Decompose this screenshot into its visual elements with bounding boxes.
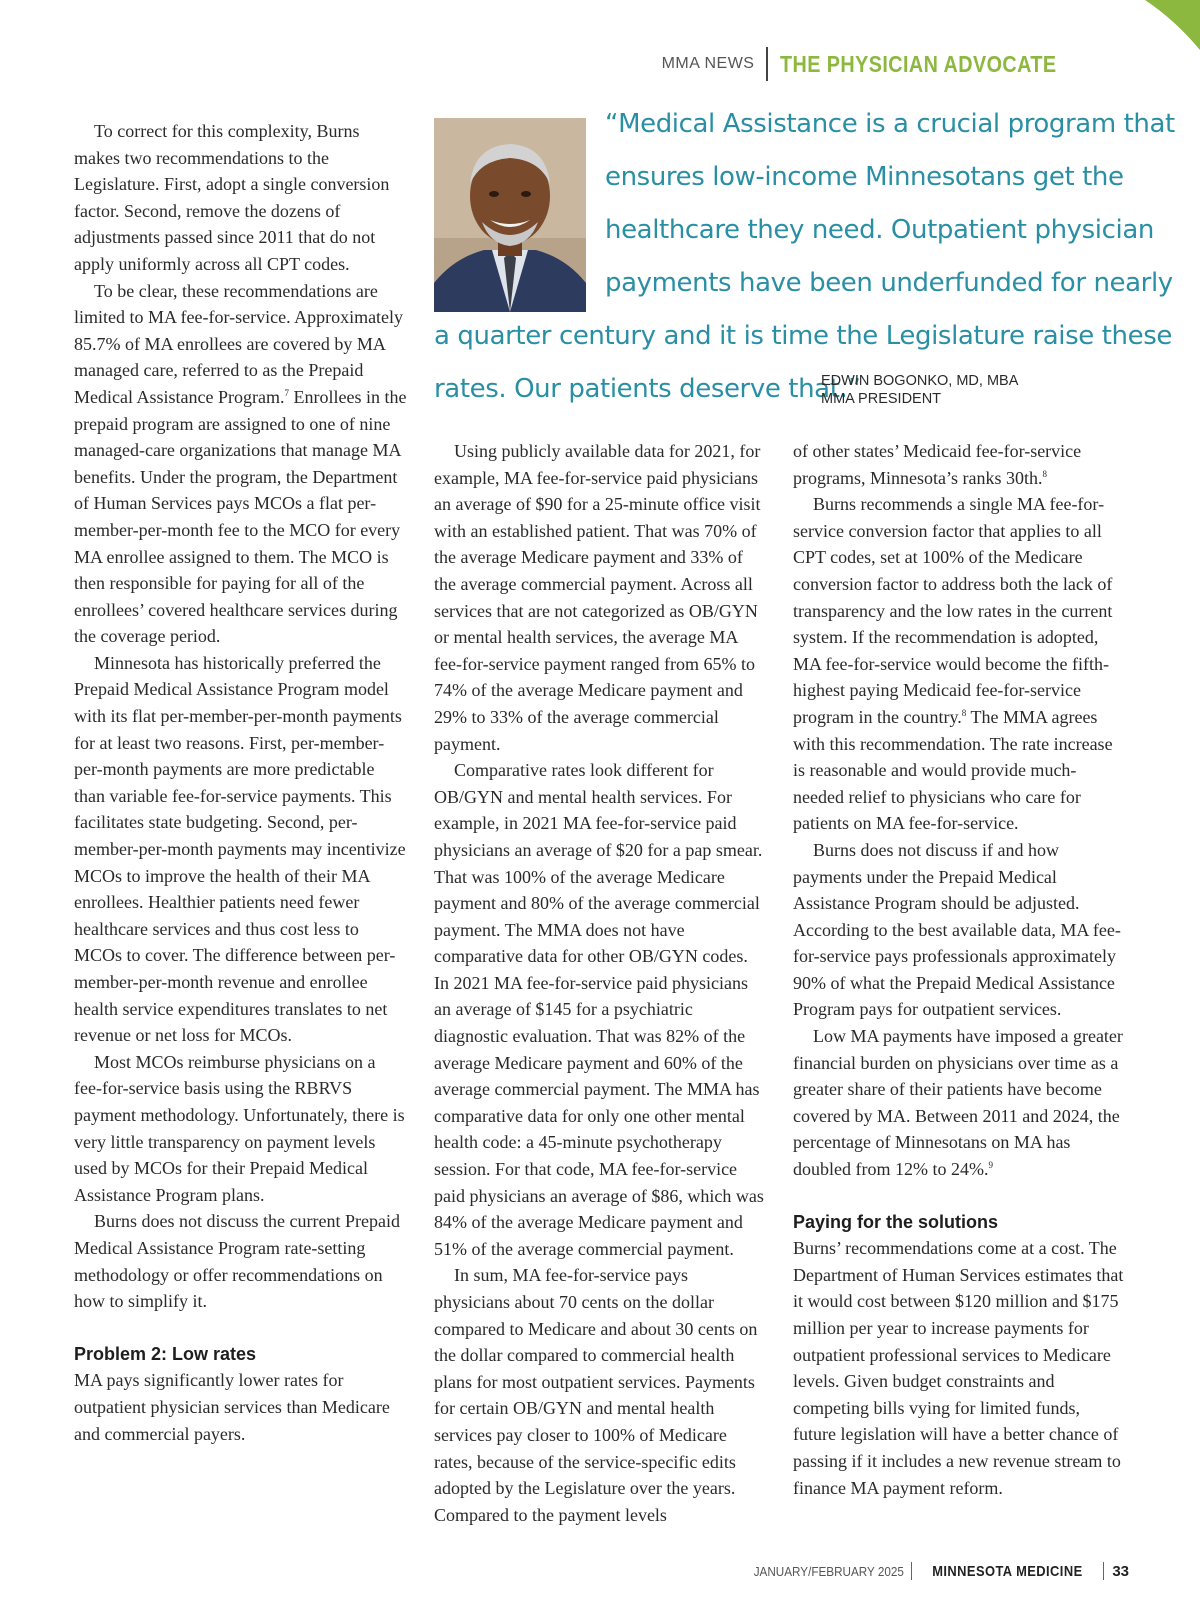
section-title: THE PHYSICIAN ADVOCATE xyxy=(780,50,1057,77)
page-header xyxy=(662,44,1102,84)
attribution-role: MMA PRESIDENT xyxy=(821,391,942,407)
paragraph: To correct for this complexity, Burns makes two recommendations to the Legislature. First, adopt a single conversion factor. Second, remove the dozens of adjustments passed since 2011 that do not apply uniformly across all CPT codes. xyxy=(74,121,390,274)
pull-quote-line: a quarter century and it is time the Legislature raise these xyxy=(434,321,1172,351)
column-3 xyxy=(793,438,1126,1501)
pull-quote-line: “Medical Assistance is a crucial program that xyxy=(605,109,1175,139)
footnote-ref: 8 xyxy=(1042,468,1047,479)
magazine-name: MINNESOTA MEDICINE xyxy=(932,1562,1084,1580)
column-1 xyxy=(74,118,407,1447)
paragraph: In sum, MA fee-for-service pays physicians about 70 cents on the dollar compared to Medicare and about 30 cents on the dollar compared to commercial health plans for most outpatient services. Payments for certain OB/GYN and mental health services pay closer to 100% of Medicare rates, because of the service-specific edits adopted by the Legislature over the years. Compared to the payment levels xyxy=(434,1265,758,1525)
author-photo xyxy=(434,118,586,312)
footer-divider xyxy=(911,1562,912,1580)
issue-date: JANUARY/FEBRUARY 2025 xyxy=(753,1563,904,1579)
pull-quote-line: payments have been underfunded for nearly xyxy=(605,268,1173,298)
paragraph: Using publicly available data for 2021, for example, MA fee-for-service paid physicians an average of $90 for a 25-minute office visit with an established patient. That was 70% of the average Medicare payment and 33% of the average commercial payment. Across all services that are not categorized as OB/GYN or mental health services, the average MA fee-for-service payment ranged from 65% to 74% of the average Medicare payment and 29% to 33% of the average commercial payment. xyxy=(434,441,761,754)
paragraph: Burns does not discuss if and how payments under the Prepaid Medical Assistance Program should be adjusted. According to the best available data, MA fee-for-service pays professionals approximately 90% of what the Prepaid Medical Assistance Program pays for outpatient services. xyxy=(793,839,1121,1020)
pull-quote-line: ensures low-income Minnesotans get the xyxy=(605,162,1124,192)
page-number: 33 xyxy=(1112,1562,1129,1580)
section-label: MMA NEWS xyxy=(661,55,755,72)
pull-quote-line: rates. Our patients deserve that.” xyxy=(434,374,861,404)
page-footer xyxy=(737,1556,1129,1586)
paragraph: To be clear, these recommendations are limited to MA fee-for-service. Approximately 85.7% of MA enrollees are covered by MA managed care, referred to as the Prepaid Medical Assistance Program.$^7$ Enrollees in the prepaid program are assigned to one of nine managed-care organizations that manage MA benefits. Under the program, the Department of Human Services pays MCOs a flat per-member-per-month fee to the MCO for every MA enrollee assigned to them. The MCO is then responsible for paying for all of the enrollees’ covered healthcare services during the coverage period. xyxy=(74,280,407,647)
column-2 xyxy=(434,438,767,1528)
paragraph: Most MCOs reimburse physicians on a fee-for-service basis using the RBRVS payment methodology. Unfortunately, there is very little transparency on payment levels used by MCOs for their Prepaid Medical Assistance Program plans. xyxy=(74,1051,405,1205)
footnote-ref: 9 xyxy=(988,1160,993,1171)
paragraph: Burns’ recommendations come at a cost. The Department of Human Services estimates that it would cost between $120 million and $175 million per year to increase payments for outpatient professional services to Medicare levels. Given budget constraints and competing bills vying for limited funds, future legislation will have a better chance of passing if it includes a new revenue stream to finance MA payment reform. xyxy=(793,1238,1124,1498)
paragraph: Burns does not discuss the current Prepaid Medical Assistance Program rate-setting methodology or offer recommendations on how to simplify it. xyxy=(74,1211,400,1312)
section-heading: Paying for the solutions xyxy=(793,1211,999,1232)
attribution-name: EDWIN BOGONKO, MD, MBA xyxy=(821,373,1019,389)
section-heading: Problem 2: Low rates xyxy=(74,1343,257,1364)
paragraph: Low MA payments have imposed a greater financial burden on physicians over time as a greater share of their patients have become covered by MA. Between 2011 and 2024, the percentage of Minnesotans on MA has doubled from 12% to 24%.$^9$ xyxy=(793,1026,1123,1180)
footnote-ref: 8 xyxy=(961,707,967,718)
paragraph: of other states’ Medicaid fee-for-service programs, Minnesota’s ranks 30th.$^8$ xyxy=(793,441,1082,488)
header-divider xyxy=(766,47,768,81)
paragraph: Burns recommends a single MA fee-for-service conversion factor that applies to all CPT codes, set at 100% of the Medicare conversion factor to address both the lack of transparency and the low rates in the current system. If the recommendation is adopted, MA fee-for-service would become the fifth-highest paying Medicaid fee-for-service program in the country.$^8$ The MMA agrees with this recommendation. The rate increase is reasonable and would provide much-needed relief to physicians who care for patients on MA fee-for-service. xyxy=(793,494,1113,834)
paragraph: Comparative rates look different for OB/GYN and mental health services. For example, in 2021 MA fee-for-service paid physicians an average of $20 for a pap smear. That was 100% of the average Medicare payment and 80% of the average commercial payment. The MMA does not have comparative data for other OB/GYN codes. In 2021 MA fee-for-service paid physicians an average of $145 for a psychiatric diagnostic evaluation. That was 82% of the average Medicare payment and 60% of the average commercial payment. The MMA has comparative data for only one other mental health code: a 45-minute psychotherapy session. For that code, MA fee-for-service paid physicians an average of $86, which was 84% of the average Medicare payment and 51% of the average commercial payment. xyxy=(434,760,764,1259)
quote-attribution xyxy=(821,372,1018,408)
footnote-ref: 7 xyxy=(284,387,289,398)
paragraph: Minnesota has historically preferred the Prepaid Medical Assistance Program model with its flat per-member-per-month payments for at least two reasons. First, per-member-per-month payments are more predictable than variable fee-for-service payments. This facilitates state budgeting. Second, per-member-per-month payments may incentivize MCOs to improve the health of their MA enrollees. Healthier patients need fewer healthcare services and thus cost less to MCOs to cover. The difference between per-member-per-month revenue and enrollee health service expenditures translates to net revenue or net loss for MCOs. xyxy=(74,652,406,1046)
pull-quote-line: healthcare they need. Outpatient physician xyxy=(605,215,1154,245)
footer-divider xyxy=(1103,1562,1104,1580)
paragraph: MA pays significantly lower rates for outpatient physician services than Medicare and commercial payers. xyxy=(74,1370,390,1444)
